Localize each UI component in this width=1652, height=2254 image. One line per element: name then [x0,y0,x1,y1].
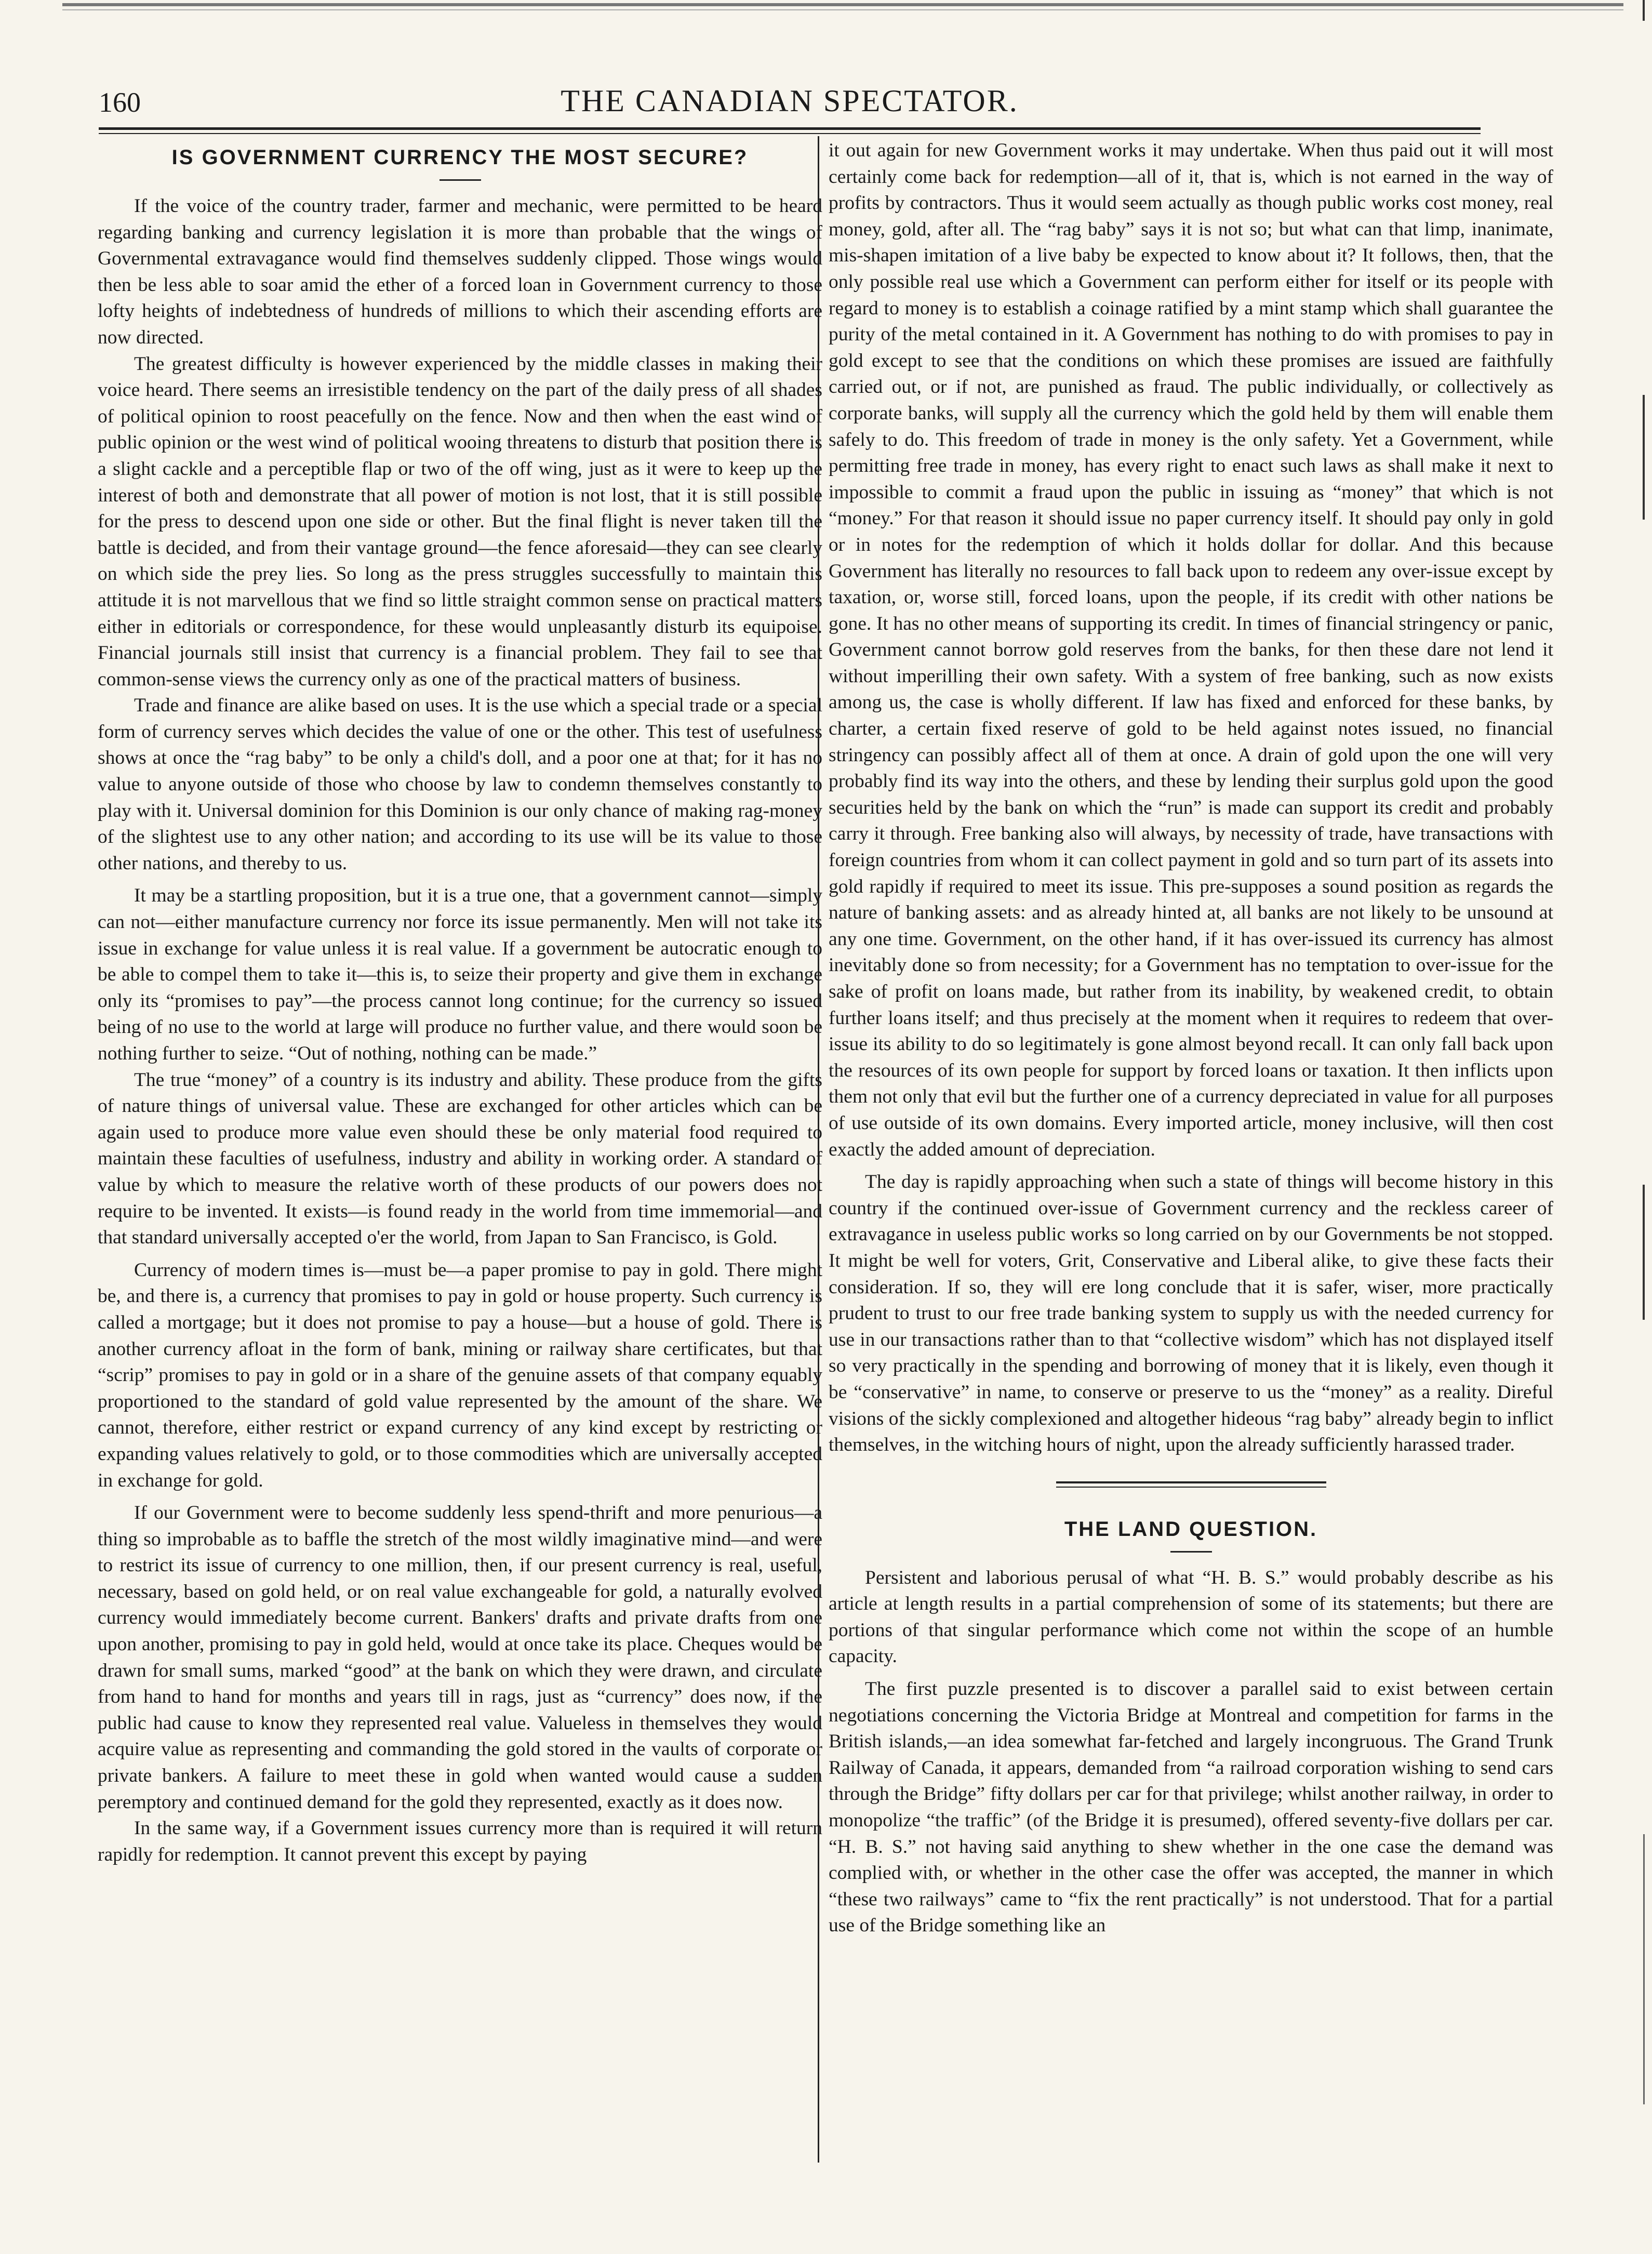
article-paragraph: It may be a startling proposition, but it is a true one, that a government cannot—simply can not—either manufacture currency nor force its issue permanently. Men will not take its issue in exchange for value unless it is real value. If a government be autocratic enough to be able to compel them to take it—this is, to seize their property and give them in exchange only its “promises to pay”—the process cannot long continue; for the currency so issued being of no use to the world at large will produce no further value, and there would soon be nothing further to seize. “Out of nothing, nothing can be made.” [98,885,822,1064]
header-rule-thin [99,133,1481,134]
article-paragraph: Persistent and laborious perusal of what “H. B. S.” would probably describe as his article at length results in a partial comprehension of some of its statements; but there are portions of that singular performance which come not within the scope of an humble capacity. [829,1567,1553,1667]
title-rule [439,179,481,181]
article-paragraph: The first puzzle presented is to discover a parallel said to exist between certain negotiations concerning the Victoria Bridge at Montreal and competition for farms in the British islands,—an idea somewhat far-fetched and largely incongruous. The Grand Trunk Railway of Canada, it appears, demanded from “a railroad corporation wishing to send cars through the Bridge” fifty dollars per car for that privilege; whilst another railway, in order to monopolize “the traffic” (of the Bridge it is presumed), offered seventy-five dollars per car. “H. B. S.” not having said anything to shew whether in the one case the demand was complied with, or whether in the other case the offer was accepted, the manner in which “these two railways” came to “fix the rent practically” is not understood. That for a partial use of the Bridge something like an [829,1678,1553,1937]
section-divider [1056,1481,1326,1488]
article-title: IS GOVERNMENT CURRENCY THE MOST SECURE? [171,146,749,169]
article-paragraph: In the same way, if a Government issues currency more than is required it will return rapidly for redemption. It cannot prevent this except by paying [98,1818,822,1865]
article-paragraph: Trade and finance are alike based on uses. It is the use which a special trade or a special form of currency serves which decides the value of one or the other. This test of usefulness shows at once the “rag baby” to be only a child's doll, and a poor one at that; for it has no value to anyone outside of those who choose by law to condemn themselves constantly to play with it. Universal dominion for this Dominion is our only chance of making rag-money of the slightest use to any other nation; and according to its use will be its value to those other nations, and thereby to us. [98,695,822,874]
header-rule [99,127,1481,130]
page-edge-mark [1643,1185,1645,1320]
page-number: 160 [99,87,141,118]
article-paragraph: If our Government were to become suddenly less spend-thrift and more penurious—a thing so improbable as to baffle the stretch of the most wildly imaginative mind—and were to restrict its issue of currency to one million, then, if our present currency is real, useful, necessary, based on gold held, or on real value exchangeable for gold, a naturally evolved currency would immediately become current. Bankers' drafts and private drafts from one upon another, promising to pay in gold held, would at once take its place. Cheques would be drawn for small sums, marked “good” at the bank on which they were drawn, and circulate from hand to hand for months and years till in rags, just as “currency” does now, if the public had cause to know they represented real value. Valueless in themselves they would acquire value as representing and commanding the gold stored in the vaults of corporate or private bankers. A failure to meet these in gold when wanted would cause a sudden peremptory and continued demand for the gold they represented, exactly as it does now. [98,1502,822,1813]
article-paragraph: Currency of modern times is—must be—a paper promise to pay in gold. There might be, and there is, a currency that promises to pay in gold or house property. Such currency is called a mortgage; but it does not promise to pay a house—but a house of gold. There is another currency afloat in the form of bank, mining or railway share certificates, but that “scrip” promises to pay in gold or in a share of the genuine assets of that company equably proportioned to the standard of gold value represented by the amount of the share. We cannot, therefore, either restrict or expand currency of any kind except by restricting or expanding values relatively to gold, or to those commodities which are universally accepted in exchange for gold. [98,1259,822,1491]
page-edge-mark [1643,0,1645,21]
title-rule [1170,1551,1212,1553]
masthead-title: THE CANADIAN SPECTATOR. [561,84,1019,118]
page-header [99,83,1481,125]
right-column [829,138,1553,1939]
top-border-rule [62,3,1623,6]
article-paragraph: The day is rapidly approaching when such a state of things will become history in this country if the continued over-issue of Government currency and the reckless career of extravagance in useless public works so long carried on by our Governments be not stopped. It might be well for voters, Grit, Conservative and Liberal alike, to give these facts their consideration. If so, they will ere long conclude that it is safer, wiser, more practically prudent to trust to our free trade banking system to supply us with the needed currency for use in our transactions rather than to that “collective wisdom” which has not displayed itself so very practically in the spending and borrowing of money that it is likely, even though it be “conservative” in name, to conserve or preserve to us the “money” as a reality. Direful visions of the sickly complexioned and altogether hideous “rag baby” already begin to inflict themselves, in the witching hours of night, upon the already sufficiently harassed trader. [829,1171,1553,1456]
article-title: THE LAND QUESTION. [1064,1517,1318,1541]
page-edge-mark [1643,1834,1645,2104]
article-paragraph: The true “money” of a country is its industry and ability. These produce from the gifts of nature things of universal value. These are exchanged for other articles which can be again used to produce more value even should these be only material food required to maintain these faculties of usefulness, industry and ability in working order. A standard of value by which to measure the relative worth of these products of our powers does not require to be invented. It exists—is found ready in the world from time immemorial—and that standard universally accepted o'er the world, from Japan to San Francisco, is Gold. [98,1069,822,1249]
article-paragraph: If the voice of the country trader, farmer and mechanic, were permitted to be heard regarding banking and currency legislation it is more than probable that the wings of Governmental extravagance would find themselves suddenly clipped. Those wings would then be less able to soar amid the ether of a forced loan in Government currency to those lofty heights of indebtedness of hundreds of millions to which their ascending efforts are now directed. [98,195,822,348]
page-edge-mark [1643,395,1645,520]
article-paragraph-continued: it out again for new Government works it may undertake. When thus paid out it will most certainly come back for redemption—all of it, that is, which is not earned in the way of profits by contractors. Thus it would seem actually as though public works cost money, real money, gold, after all. The “rag baby” says it is not so; but what can that limp, inanimate, mis-shapen imitation of a live baby be expected to know about it? It follows, then, that the only possible real use which a Government can perform either for itself or its people with regard to money is to establish a coinage ratified by a mint stamp which shall guarantee the purity of the metal contained in it. A Government has nothing to do with promises to pay in gold except to see that the conditions on which these promises are issued are faithfully carried out, or if not, are punished as fraud. The public individually, or collectively as corporate banks, will supply all the currency which the gold held by them will enable them safely to do. This freedom of trade in money is the only safety. Yet a Government, while permitting free trade in money, has every right to enact such laws as shall make it next to impossible to commit a fraud upon the public in issuing as “money” that which is not “money.” For that reason it should issue no paper currency itself. It should pay only in gold or in notes for the redemption of which it holds dollar for dollar. And this because Government has literally no resources to fall back upon to redeem any over-issue except by taxation, or, worse still, forced loans, upon the people, if its credit with other nations be gone. It has no other means of supporting its credit. In times of financial stringency or panic, Government cannot borrow gold reserves from the banks, for then these dare not lend it without imperilling their own safety. With a system of free banking, such as now exists among us, the case is wholly different. If law has fixed and enforced for these banks, by charter, a certain fixed reserve of gold to be held against notes issued, no financial stringency can possibly affect all of them at once. A drain of gold upon the one will very probably find its way into the others, and these by lending their surplus gold upon the good securities held by the bank on which the “run” is made can support its credit and probably carry it through. Free banking also will always, by necessity of trade, have transactions with foreign countries from whom it can collect payment in gold and so turn part of its assets into gold rapidly if required to meet its issue. This pre-supposes a sound position as regards the nature of banking assets: and as already hinted at, all banks are not likely to be unsound at any one time. Government, on the other hand, if it has over-issued its currency has almost inevitably done so from necessity; for a Government has no temptation to over-issue for the sake of profit on loans made, but rather from its inability, by weakened credit, to obtain further loans itself; and thus precisely at the moment when it requires to redeem that over-issue its ability to do so legitimately is gone almost beyond recall. It can only fall back upon the resources of its own people for support by forced loans or taxation. It then inflicts upon them not only that evil but the further one of a currency depreciated in value for all purposes of use outside of its own domains. Every imported article, money inclusive, will then cost exactly the added amount of depreciation. [829,140,1553,1160]
left-column [98,138,822,1868]
article-paragraph: The greatest difficulty is however experienced by the middle classes in making their voice heard. There seems an irresistible tendency on the part of the daily press of all shades of political opinion to roost peacefully on the fence. Now and then when the east wind of public opinion or the west wind of political wooing threatens to disturb that position there is a slight cackle and a perceptible flap or two of the off wing, just as it were to keep up the interest of both and demonstrate that all power of motion is not lost, that it is still possible for the press to descend upon one side or other. But the final flight is never taken till the battle is decided, and from their vantage ground—the fence aforesaid—they can see clearly on which side the prey lies. So long as the press struggles successfully to maintain this attitude it is not marvellous that we find so little straight common sense on practical matters either in editorials or correspondence, for these would unpleasantly disturb its equipoise. Financial journals still insist that currency is a financial problem. They fail to see that common-sense views the currency only as one of the practical matters of business. [98,353,822,690]
top-border-rule-thin [62,9,1623,10]
